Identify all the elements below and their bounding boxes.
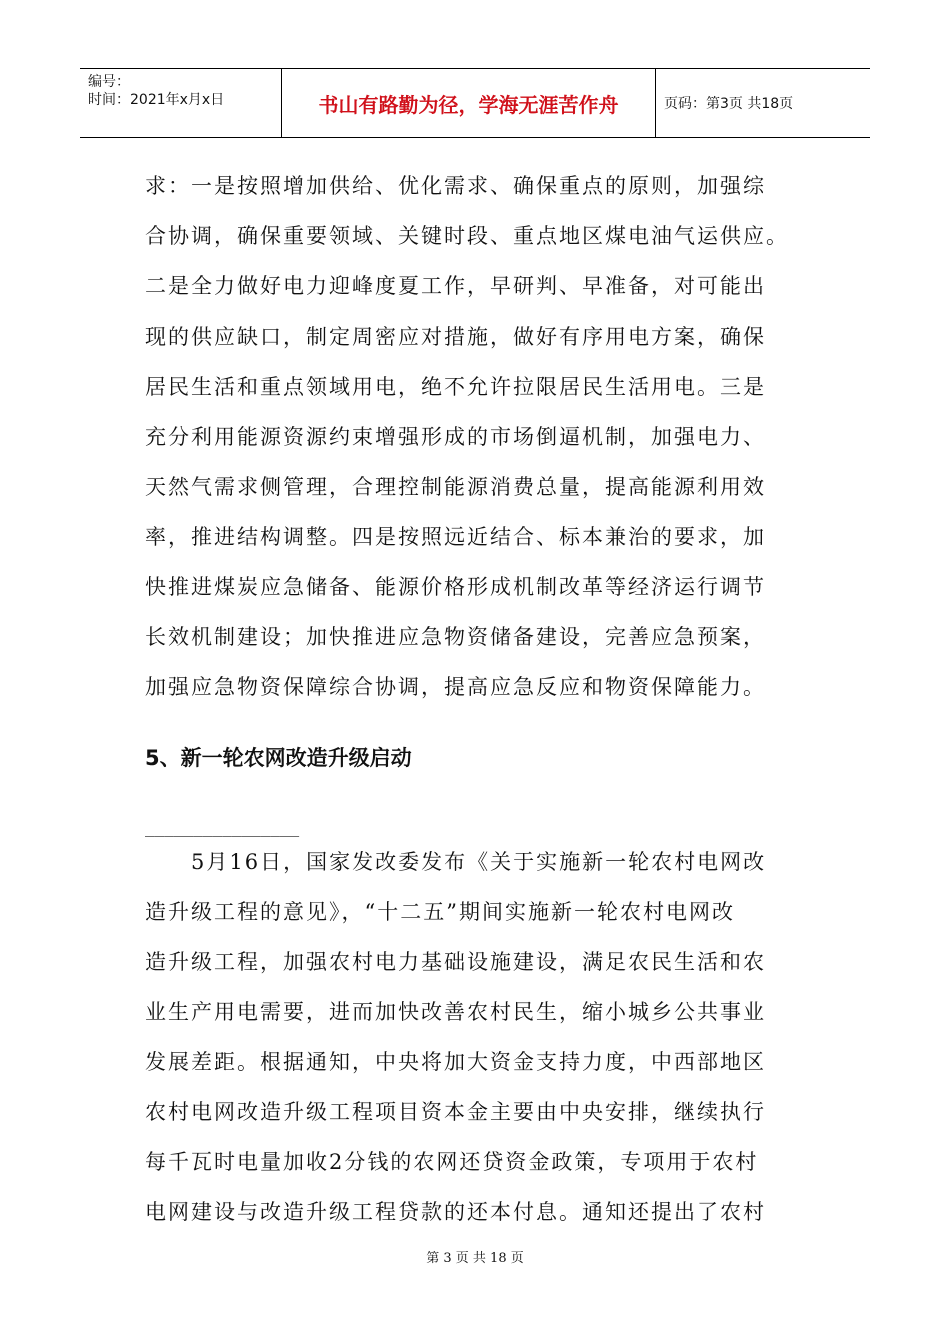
time-label: 时间：2021年x月x日 [88, 92, 225, 108]
text-line: 充分利用能源资源约束增强形成的市场倒逼机制，加强电力、 [145, 425, 766, 449]
text-line: 造升级工程，加强农村电力基础设施建设，满足农民生活和农 [145, 950, 766, 974]
text-line: 电网建设与改造升级工程贷款的还本付息。通知还提出了农村 [145, 1200, 766, 1224]
text-line: 居民生活和重点领域用电，绝不允许拉限居民生活用电。三是 [145, 375, 766, 399]
number-label: 编号： [88, 74, 130, 90]
text-line: 天然气需求侧管理，合理控制能源消费总量，提高能源利用效 [145, 475, 766, 499]
text-line: 求：一是按照增加供给、优化需求、确保重点的原则，加强综 [145, 174, 766, 198]
text-line: 造升级工程的意见》，“十二五”期间实施新一轮农村电网改 [145, 900, 735, 924]
text-line: 业生产用电需要，进而加快改善农村民生，缩小城乡公共事业 [145, 1000, 766, 1024]
text-line: 率，推进结构调整。四是按照远近结合、标本兼治的要求，加 [145, 525, 766, 549]
header-page-info: 页码：第3页 共18页 [664, 96, 794, 112]
section-title: 5、新一轮农网改造升级启动 [145, 746, 412, 770]
header-meta-cell [80, 69, 282, 137]
text-line: 长效机制建设；加快推进应急物资储备建设，完善应急预案， [145, 625, 766, 649]
text-line: 5月16日，国家发改委发布《关于实施新一轮农村电网改 [145, 850, 767, 874]
text-line: 合协调，确保重要领域、关键时段、重点地区煤电油气运供应。 [145, 224, 789, 248]
text-line: 快推进煤炭应急储备、能源价格形成机制改革等经济运行调节 [145, 575, 766, 599]
text-line: 现的供应缺口，制定周密应对措施，做好有序用电方案，确保 [145, 325, 766, 349]
text-line: 农村电网改造升级工程项目资本金主要由中央安排，继续执行 [145, 1100, 766, 1124]
text-line: 加强应急物资保障综合协调，提高应急反应和物资保障能力。 [145, 675, 766, 699]
text-line: 每千瓦时电量加收2分钱的农网还贷资金政策，专项用于农村 [145, 1150, 759, 1174]
page-footer: 第 3 页 共 18 页 [426, 1251, 524, 1266]
separator-line: ________________ [145, 818, 300, 837]
page-header [80, 68, 870, 138]
text-line: 二是全力做好电力迎峰度夏工作，早研判、早准备，对可能出 [145, 274, 766, 298]
header-motto: 书山有路勤为径，学海无涯苦作舟 [282, 69, 656, 137]
text-line: 发展差距。根据通知，中央将加大资金支持力度，中西部地区 [145, 1050, 766, 1074]
